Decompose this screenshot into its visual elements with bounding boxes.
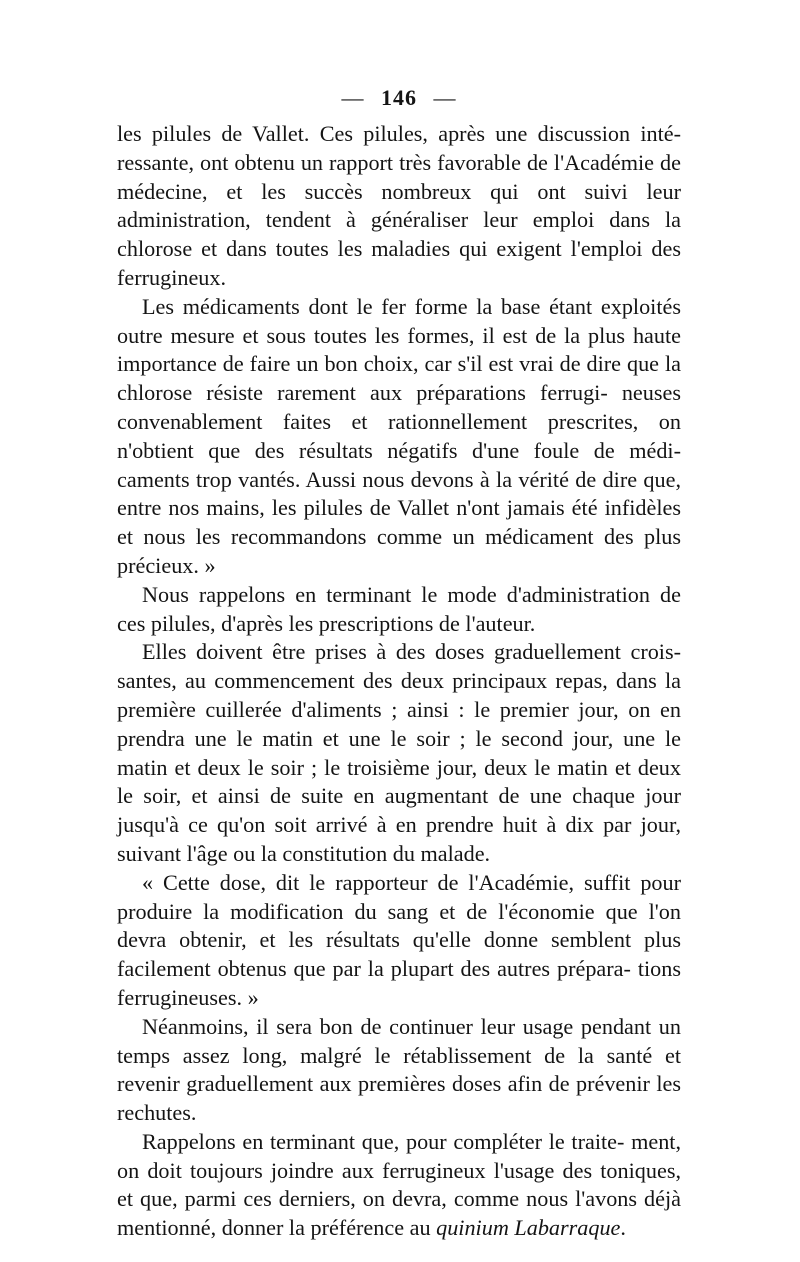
paragraph-iron-medicines: Les médicaments dont le fer forme la base étant exploités outre mesure et sous toutes les formes, il est de la plus haute importance de faire un bon choix, car s'il est vrai de dire que la chlorose résiste rarement aux préparations ferrugi- neuses convenablement faites et rationnellement prescrites, on n'obtient que des résultats négatifs d'une foule de médi- caments trop vantés. Aussi nous devons à la vérité de dire que, entre nos mains, les pilules de Vallet n'ont jamais été infidèles et nous les recommandons comme un médicament des plus précieux. » xyxy=(117,293,681,578)
header-dash-left: — xyxy=(341,85,365,110)
paragraph-continued: les pilules de Vallet. Ces pilules, après une discussion inté- ressante, ont obtenu un rapport très favorable de l'Académie de médecine, et les succès nombreux qui ont suivi leur administration, tendent à généraliser leur emploi dans la chlorose et dans toutes les maladies qui exigent l'emploi des ferrugineux. xyxy=(117,121,681,290)
paragraph-administration-intro: Nous rappelons en terminant le mode d'administration de ces pilules, d'après les prescriptions de l'auteur. xyxy=(117,581,681,636)
page-header xyxy=(117,84,681,112)
book-page xyxy=(117,84,681,1243)
tonics-end: . xyxy=(620,1215,626,1241)
paragraph-tonics xyxy=(117,1128,681,1243)
page-number: 146 xyxy=(381,85,417,110)
header-dash-right: — xyxy=(433,85,457,110)
paragraph-dosage: Elles doivent être prises à des doses graduellement crois- santes, au commencement des deux principaux repas, dans la première cuillerée d'aliments ; ainsi : le premier jour, on en prendra une le matin et une le soir ; le second jour, une le matin et deux le soir ; le troisième jour, deux le matin et deux le soir, et ainsi de suite en augmentant de une chaque jour jusqu'à ce qu'on soit arrivé à en prendre huit à dix par jour, suivant l'âge ou la constitution du malade. xyxy=(117,639,681,866)
paragraph-academy-quote: « Cette dose, dit le rapporteur de l'Académie, suffit pour produire la modification du sang et de l'économie que l'on devra obtenir, et les résultats qu'elle donne semblent plus facilement obtenus que par la plupart des autres prépara- tions ferrugineuses. » xyxy=(117,869,681,1010)
paragraph-continue-usage: Néanmoins, il sera bon de continuer leur usage pendant un temps assez long, malgré le rétablissement de la santé et revenir graduellement aux premières doses afin de prévenir les rechutes. xyxy=(117,1013,681,1126)
tonics-text: Rappelons en terminant que, pour compléter le traite- ment, on doit toujours joindre aux ferrugineux l'usage des toniques, et que, parmi ces derniers, on devra, comme nous l'avons déjà mentionné, donner la préférence au xyxy=(117,1128,681,1241)
quinium-labarraque-italic: quinium Labarraque xyxy=(436,1215,621,1241)
